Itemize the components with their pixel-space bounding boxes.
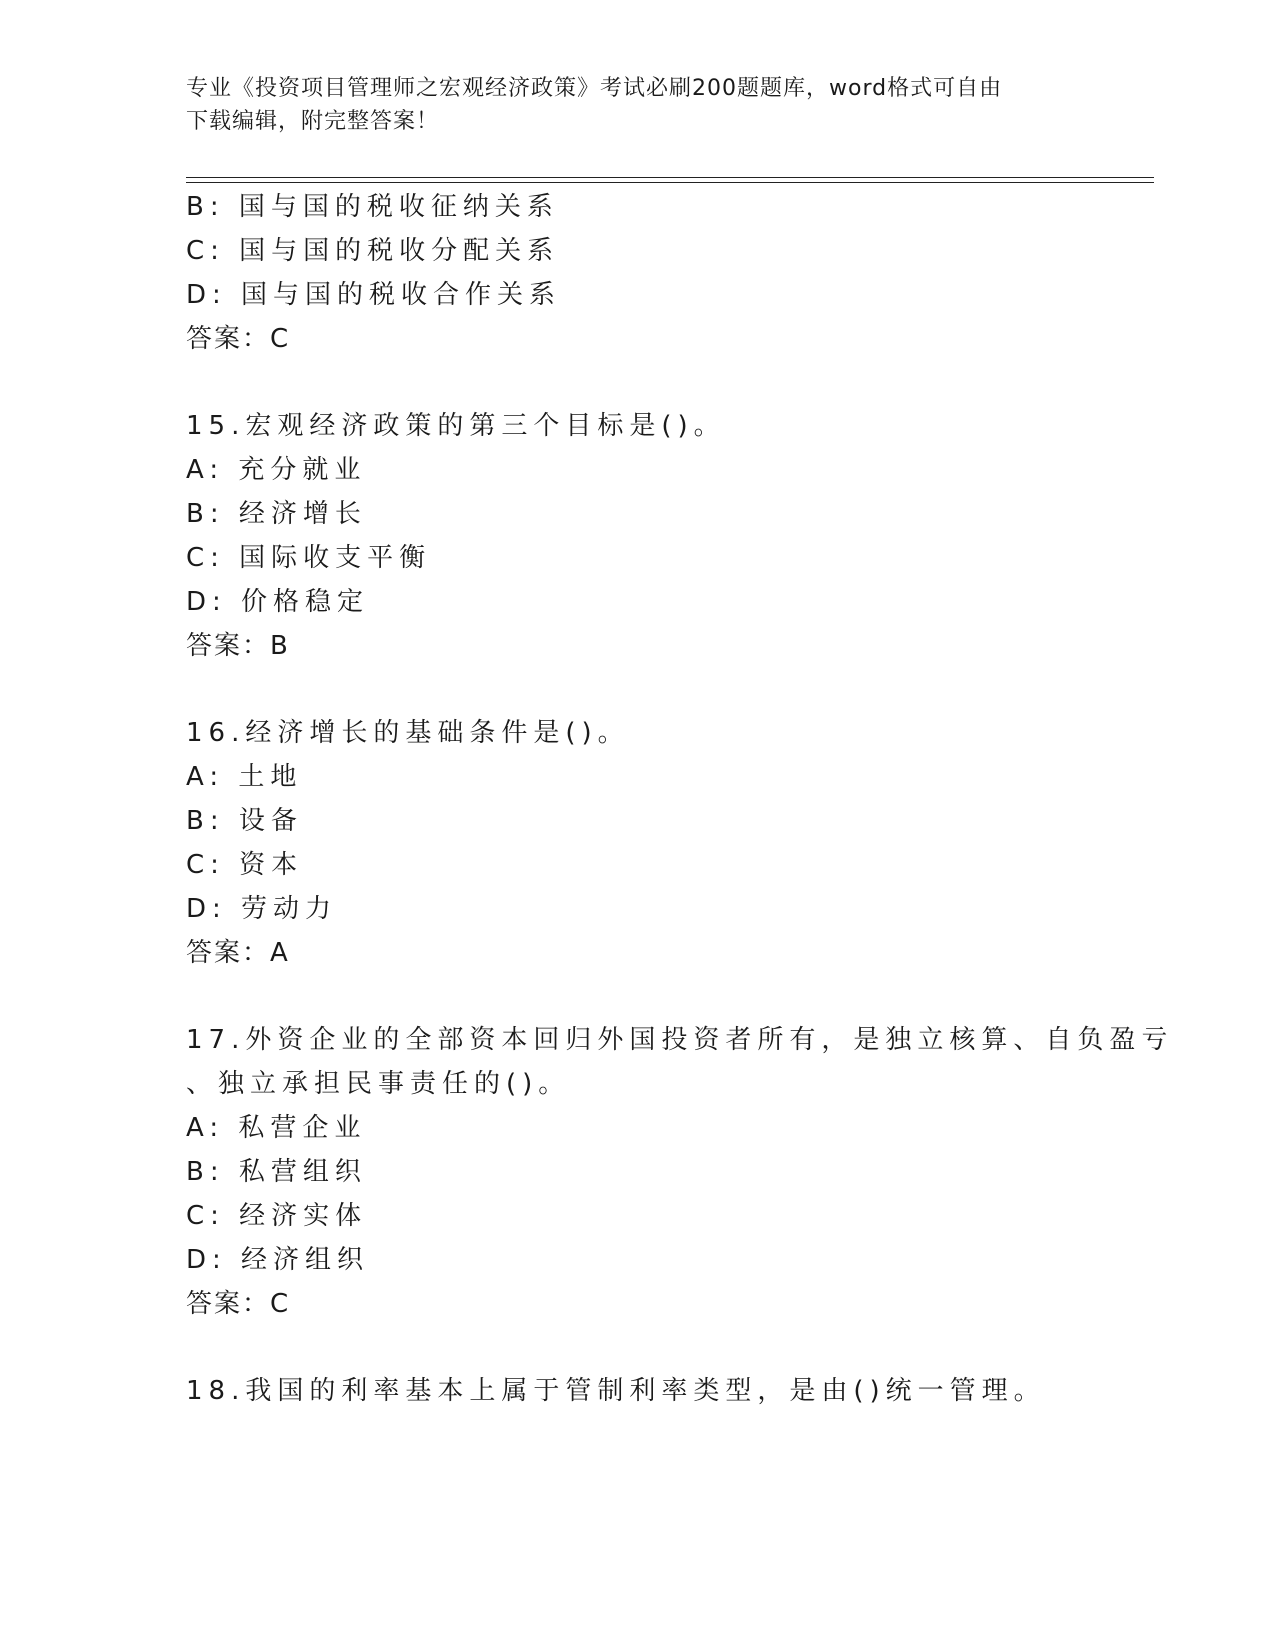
q15-question: 15.宏观经济政策的第三个目标是()。 bbox=[186, 411, 726, 441]
q14-option-b: B: 国与国的税收征纳关系 bbox=[186, 192, 559, 222]
q15-option-c: C: 国际收支平衡 bbox=[186, 543, 432, 573]
q15-option-d: D: 价格稳定 bbox=[186, 587, 370, 617]
header-line-1: 专业《投资项目管理师之宏观经济政策》考试必刷200题题库，word格式可自由 bbox=[186, 76, 1003, 101]
header-divider-bottom bbox=[186, 182, 1154, 183]
q16-option-d: D: 劳动力 bbox=[186, 894, 338, 924]
q16-option-a: A: 土地 bbox=[186, 762, 303, 792]
q15-option-b: B: 经济增长 bbox=[186, 499, 367, 529]
q14-option-d: D: 国与国的税收合作关系 bbox=[186, 280, 562, 310]
q15-answer: 答案：B bbox=[186, 631, 290, 661]
q14-answer: 答案：C bbox=[186, 324, 291, 354]
q16-option-b: B: 设备 bbox=[186, 806, 303, 836]
header-line-2: 下载编辑，附完整答案！ bbox=[186, 109, 440, 134]
q16-option-c: C: 资本 bbox=[186, 850, 304, 880]
q17-option-c: C: 经济实体 bbox=[186, 1201, 368, 1231]
q14-option-c: C: 国与国的税收分配关系 bbox=[186, 236, 560, 266]
document-header bbox=[186, 72, 1086, 138]
q17-answer: 答案：C bbox=[186, 1289, 291, 1319]
header-divider-top bbox=[186, 177, 1154, 178]
q16-answer: 答案：A bbox=[186, 938, 290, 968]
q17-option-b: B: 私营组织 bbox=[186, 1157, 367, 1187]
q17-question-line-2: 、独立承担民事责任的()。 bbox=[186, 1069, 571, 1099]
q18-question: 18.我国的利率基本上属于管制利率类型，是由()统一管理。 bbox=[186, 1376, 1046, 1406]
q17-option-a: A: 私营企业 bbox=[186, 1113, 367, 1143]
q15-option-a: A: 充分就业 bbox=[186, 455, 367, 485]
q16-question: 16.经济增长的基础条件是()。 bbox=[186, 718, 630, 748]
q17-option-d: D: 经济组织 bbox=[186, 1245, 370, 1275]
q17-question-line-1: 17.外资企业的全部资本回归外国投资者所有，是独立核算、自负盈亏 bbox=[186, 1025, 1174, 1055]
